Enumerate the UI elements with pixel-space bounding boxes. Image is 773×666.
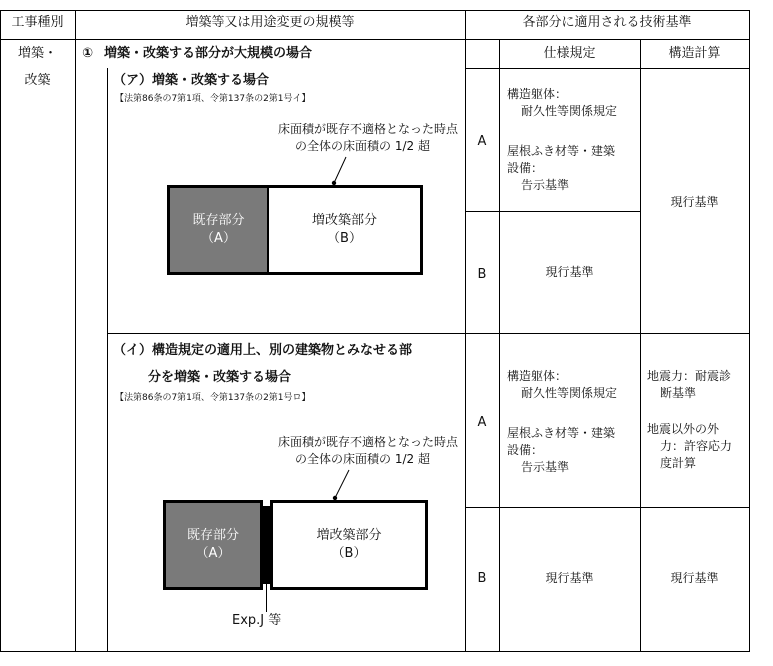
subheader-calc: 構造計算 (668, 46, 721, 61)
case-i-addition-label: 増改築部分 (316, 528, 382, 543)
case-i-note-2: の全体の床面積の 1/2 超 (295, 452, 430, 466)
case-i-spec-a-l3: 屋根ふき材等・建築 (507, 426, 616, 440)
header-work-type: 工事種別 (11, 15, 64, 30)
case-i-note-1: 床面積が既存不適格となった時点 (278, 435, 459, 449)
case-i-row-b: B (477, 571, 487, 586)
case-i-spec-b: 現行基準 (545, 571, 594, 585)
case-a-row-a: A (477, 134, 487, 149)
case-i-title-1: （イ）構造規定の適用上、別の建築物とみなせる部 (113, 343, 413, 358)
case-i-calc-b: 現行基準 (670, 571, 719, 585)
case-a-existing-part (170, 188, 267, 272)
joint-label: Exp.J 等 (232, 613, 282, 628)
case-a-spec-a-l1: 構造躯体： (507, 87, 568, 101)
case-a-addition-code: （B） (327, 231, 362, 246)
case-i-existing-part (166, 503, 260, 587)
case-a-leader-line (320, 155, 350, 189)
case-a-addition-part (269, 188, 420, 272)
case-a-existing-code: （A） (201, 231, 236, 246)
header-standards: 各部分に適用される技術基準 (522, 15, 692, 30)
case-a-law: 【法第86条の7第1項、令第137条の2第1号イ】 (115, 94, 311, 104)
case-i-spec-a-l2: 耐久性等関係規定 (521, 386, 618, 400)
case-i-addition-code: （B） (331, 546, 367, 561)
case-i-row-a: A (477, 415, 487, 430)
case-i-title-2: 分を増築・改築する場合 (148, 370, 292, 385)
case-a-spec-a-l3: 屋根ふき材等・建築 (507, 144, 616, 158)
section-number: ① (82, 46, 94, 61)
case-i-law: 【法第86条の7第1項、令第137条の2第1号ロ】 (115, 393, 311, 403)
case-i-leader-line (325, 468, 355, 504)
case-a-note-2: の全体の床面積の 1/2 超 (295, 139, 430, 153)
joint-leader-line (266, 584, 267, 612)
case-i-calc-a-l5: 度計算 (660, 456, 697, 470)
header-scale: 増築等又は用途変更の規模等 (185, 15, 355, 30)
case-i-calc-a-l2: 断基準 (660, 386, 697, 400)
case-i-addition-part (273, 503, 425, 587)
section-title: 増築・改築する部分が大規模の場合 (104, 46, 313, 61)
case-a-calc: 現行基準 (670, 195, 719, 209)
case-i-existing-code: （A） (195, 546, 231, 561)
subheader-spec: 仕様規定 (543, 46, 596, 61)
case-a-title: （ア）増築・改築する場合 (113, 73, 270, 88)
case-i-spec-a-l5: 告示基準 (521, 460, 570, 474)
case-a-note-1: 床面積が既存不適格となった時点 (278, 122, 459, 136)
case-a-spec-a-l4: 設備： (507, 161, 544, 175)
expansion-joint (263, 506, 270, 584)
case-a-existing-label: 既存部分 (192, 213, 245, 228)
case-i-spec-a-l1: 構造躯体： (507, 369, 568, 383)
case-a-spec-b: 現行基準 (545, 265, 594, 279)
case-a-spec-a-l5: 告示基準 (521, 178, 570, 192)
case-i-calc-a-l3: 地震以外の外 (647, 422, 720, 436)
case-a-addition-label: 増改築部分 (311, 213, 377, 228)
case-i-calc-a-l4: 力：許容応力 (660, 439, 733, 453)
work-type-line2: 改築 (24, 73, 51, 88)
case-i-spec-a-l4: 設備： (507, 443, 544, 457)
case-i-existing-label: 既存部分 (186, 528, 239, 543)
work-type-line1: 増築・ (17, 46, 57, 61)
case-a-spec-a-l2: 耐久性等関係規定 (521, 104, 618, 118)
case-i-calc-a-l1: 地震力：耐震診 (647, 369, 732, 383)
case-a-row-b: B (477, 267, 487, 282)
